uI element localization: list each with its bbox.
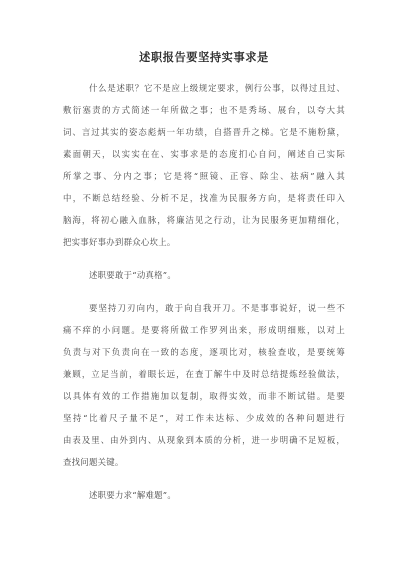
paragraph-line: 素面朝天，以实实在在、实事求是的态度扪心自问，阐述自己实际 <box>63 149 345 159</box>
paragraph-line: 以具体有效的工作措施加以复制，取得实效，而非不断试错。是要 <box>63 391 345 401</box>
paragraph-line: 所掌之事、分内之事；它是将“照镜、正容、除尘、祛病”融入其 <box>63 171 345 181</box>
paragraph-line: 要坚持刀刃向内，敢于向自我开刀。不是事事说好，说一些不 <box>89 303 345 313</box>
paragraph-line: 述职要力求“解难题”。 <box>89 490 177 500</box>
paragraph-line: 兼顾，立足当前，着眼长远，在査丁解牛中及时总结提炼经验做法， <box>63 369 345 379</box>
paragraph-line: 敷衍塞责的方式简述一年所做之事；也不是秀场、展台，以夸大其 <box>63 105 345 115</box>
paragraph-line: 痛不痒的小问题。是要将所做工作罗列出来，形成明细账，以对上 <box>63 325 345 335</box>
paragraph-line: 由表及里、由外到内、从现象到本质的分析，进一步明确不足短板， <box>63 435 345 445</box>
paragraph-line: 负责与对下负责向在一致的态度，逐项比对，核验查收，是要统筹 <box>63 347 345 357</box>
paragraph-line: 中，不断总结经验、分析不足，找准为民服务方向，是将责任印入 <box>63 193 345 203</box>
paragraph-line: 脑海，将初心融入血脉，将廉洁见之行动，让为民服务更加精细化， <box>63 215 345 225</box>
paragraph-line: 把实事好事办到群众心坎上。 <box>63 237 176 247</box>
paragraph-line: 坚持“比着尺子量不足”，对工作未达标、少成效的各种问题进行 <box>63 413 345 423</box>
paragraph-line: 述职要敢于“动真格”。 <box>89 270 177 280</box>
paragraph-line: 查找问题关键。 <box>63 457 124 467</box>
paragraph-line: 词、言过其实的姿态彪炳一年功绩，自搭晋升之梯。它是不施粉黛， <box>63 127 345 137</box>
paragraph-line: 什么是述职？它不是应上级规定要求，例行公事，以得过且过、 <box>89 83 345 93</box>
document-title: 述职报告要坚持实事求是 <box>139 51 269 64</box>
